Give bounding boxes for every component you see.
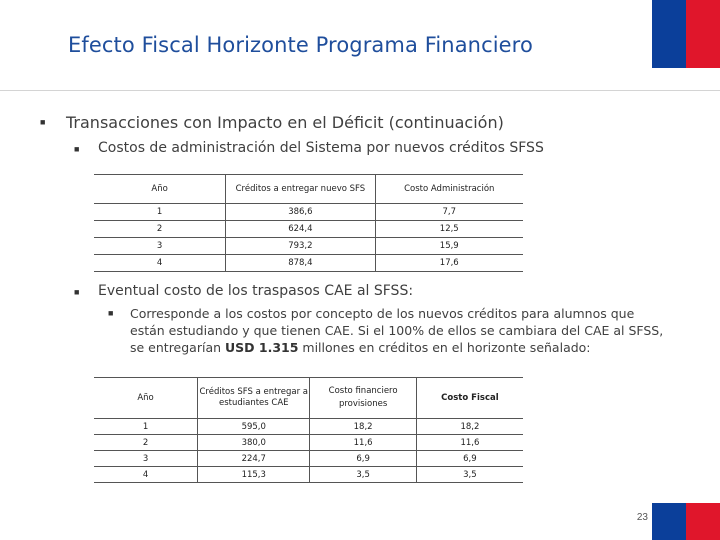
bullet-level2-cae-transfers: Eventual costo de los traspasos CAE al SFSS:: [98, 283, 414, 299]
description-text-end: millones en créditos en el horizonte señalado:: [298, 340, 591, 355]
bullet-square-icon: ■: [74, 144, 80, 154]
flag-stripes-bottom: [652, 503, 720, 540]
title-divider: [0, 90, 720, 91]
table-cell: 18,2: [416, 419, 523, 435]
table-cell: 12,5: [375, 221, 523, 238]
table-cell: 878,4: [226, 255, 375, 272]
table-cell: 2: [94, 221, 226, 238]
table-cell: 15,9: [375, 238, 523, 255]
table-cell: 3,5: [416, 467, 523, 483]
table-cell: 17,6: [375, 255, 523, 272]
table-row: [94, 419, 523, 435]
table-row: [94, 255, 523, 272]
table-cell: 6,9: [416, 451, 523, 467]
page-title: Efecto Fiscal Horizonte Programa Financiero: [68, 33, 533, 57]
page-number: 23: [636, 512, 648, 523]
description-text: Corresponde a los costos por concepto de los nuevos créditos para alumnos que están estudiando y que tienen CAE. Si el 100% de ellos se cambiara del CAE al SFSS, se entregarían: [130, 306, 664, 355]
table-row: [94, 204, 523, 221]
table-cell: 793,2: [226, 238, 375, 255]
table-cell: 2: [94, 435, 198, 451]
flag-red-stripe: [686, 0, 720, 68]
table-cell: 3: [94, 451, 198, 467]
admin-costs-table: [94, 174, 523, 272]
table-cell: 1: [94, 204, 226, 221]
column-header: Año: [94, 175, 226, 204]
flag-stripes-top: [652, 0, 720, 68]
flag-red-stripe: [686, 503, 720, 540]
flag-blue-stripe: [652, 0, 686, 68]
table-cell: 11,6: [310, 435, 416, 451]
column-header: Costo Fiscal: [416, 378, 523, 419]
bullet-level3-description: [130, 305, 670, 356]
table-cell: 6,9: [310, 451, 416, 467]
table-cell: 3: [94, 238, 226, 255]
column-header: Créditos a entregar nuevo SFS: [226, 175, 375, 204]
column-header: Costo Administración: [375, 175, 523, 204]
table-cell: 11,6: [416, 435, 523, 451]
table-row: [94, 435, 523, 451]
table-cell: 18,2: [310, 419, 416, 435]
table-cell: 115,3: [198, 467, 310, 483]
bullet-square-icon: ■: [40, 117, 46, 127]
table-row: [94, 467, 523, 483]
table-header-row: [94, 378, 523, 419]
table-row: [94, 238, 523, 255]
table-cell: 595,0: [198, 419, 310, 435]
column-header: Créditos SFS a entregar a estudiantes CAE: [198, 378, 310, 419]
table-cell: 4: [94, 467, 198, 483]
bullet-square-icon: ■: [74, 287, 80, 297]
table-cell: 4: [94, 255, 226, 272]
bullet-level2-admin-costs: Costos de administración del Sistema por nuevos créditos SFSS: [98, 140, 544, 156]
column-header: Año: [94, 378, 198, 419]
table-cell: 7,7: [375, 204, 523, 221]
description-amount: USD 1.315: [225, 340, 299, 355]
table-cell: 624,4: [226, 221, 375, 238]
table-header-row: [94, 175, 523, 204]
table-cell: 224,7: [198, 451, 310, 467]
bullet-level1: Transacciones con Impacto en el Déficit (continuación): [66, 113, 504, 132]
table-row: [94, 221, 523, 238]
table-row: [94, 451, 523, 467]
column-header: Costo financiero provisiones: [310, 378, 416, 419]
table-cell: 3,5: [310, 467, 416, 483]
table-cell: 380,0: [198, 435, 310, 451]
table-cell: 1: [94, 419, 198, 435]
bullet-square-icon: ■: [108, 308, 114, 318]
flag-blue-stripe: [652, 503, 686, 540]
table-cell: 386,6: [226, 204, 375, 221]
cae-transfer-costs-table: [94, 377, 523, 483]
